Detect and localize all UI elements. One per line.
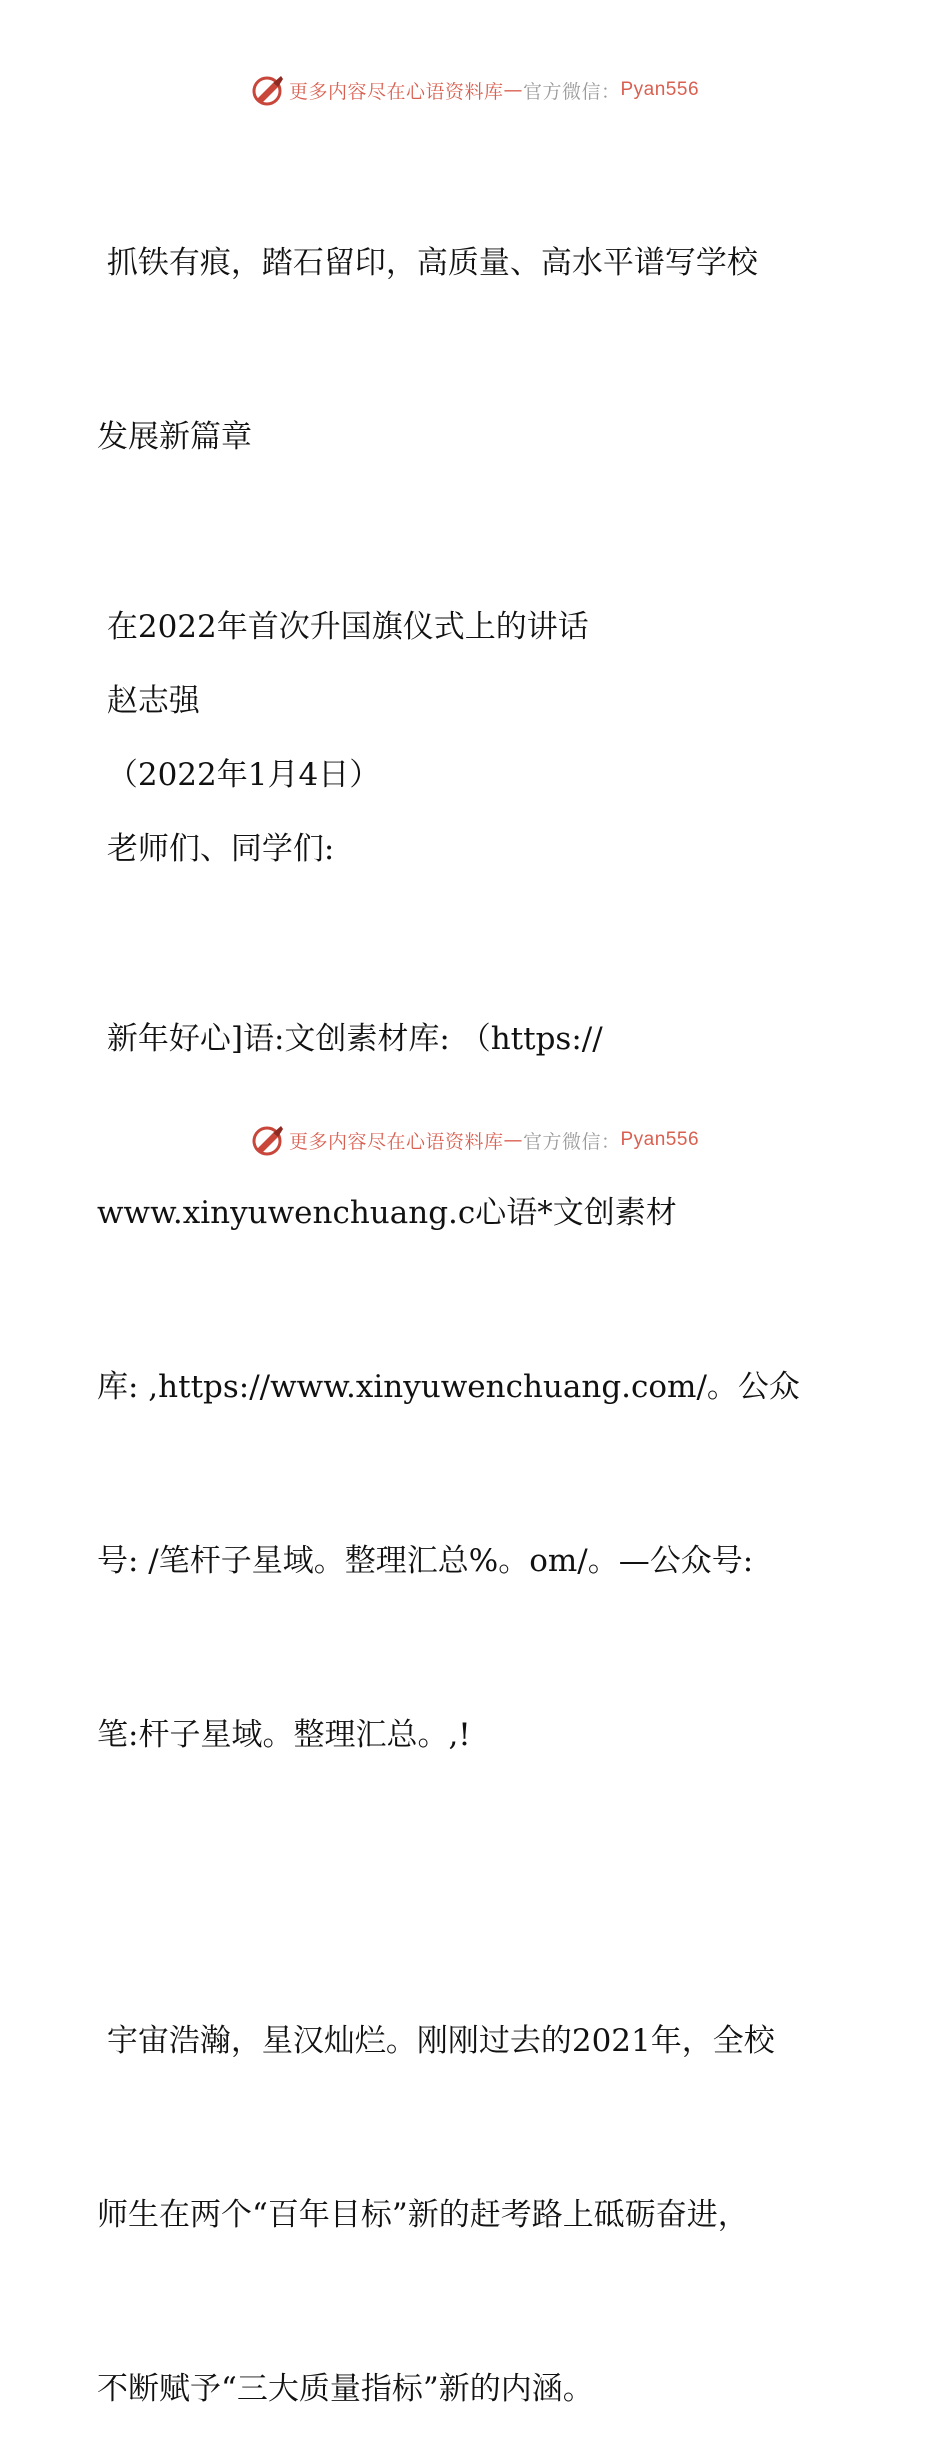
document-body (97, 118, 847, 2460)
title-line: 抓铁有痕，踏石留印，高质量、高水平谱写学校 (97, 245, 758, 281)
banner-dash: — (503, 79, 523, 101)
paragraph-line: www.xinyuwenchuang.c心语*文创素材 (97, 1195, 677, 1231)
banner-wechat-id: Pyan556 (620, 79, 700, 100)
paragraph-line: 笔:杆子星域。整理汇总。,! (97, 1717, 471, 1753)
banner-wechat-label: 官方微信： (522, 80, 621, 103)
header-banner (0, 70, 950, 110)
banner-dash: — (503, 1129, 523, 1151)
paragraph-line: 号: /笔杆子星域。整理汇总%。om/。—公众号: (97, 1543, 754, 1579)
banner-title: 更多内容尽在心语资料库 (288, 80, 504, 103)
greeting: 老师们、同学们: (97, 831, 335, 867)
pen-logo-icon (251, 1123, 285, 1157)
banner-wechat-id: Pyan556 (620, 1129, 700, 1150)
paragraph-line: 不断赋予“三大质量指标”新的内涵。 (97, 2371, 594, 2407)
paragraph-line: 宇宙浩瀚，星汉灿烂。刚刚过去的2021年，全校 (97, 2023, 775, 2059)
document-title (97, 118, 847, 582)
paragraph-line: 师生在两个“百年目标”新的赶考路上砥砺奋进， (97, 2197, 749, 2233)
document-author: 赵志强 (97, 683, 200, 719)
document-date: （2022年1月4日） (97, 757, 381, 793)
document-subtitle: 在2022年首次升国旗仪式上的讲话 (97, 609, 589, 645)
pen-logo-icon (251, 73, 285, 107)
banner-wechat-label: 官方微信： (522, 1130, 621, 1153)
title-line: 发展新篇章 (97, 419, 252, 455)
paragraph-1 (97, 894, 847, 1880)
banner-title: 更多内容尽在心语资料库 (288, 1130, 504, 1153)
paragraph-line: 新年好心]语:文创素材库: （https:// (97, 1021, 603, 1057)
paragraph-line: 库: ,https://www.xinyuwenchuang.com/。公众 (97, 1369, 800, 1405)
paragraph-2 (97, 1896, 847, 2460)
footer-banner (0, 1120, 950, 1160)
